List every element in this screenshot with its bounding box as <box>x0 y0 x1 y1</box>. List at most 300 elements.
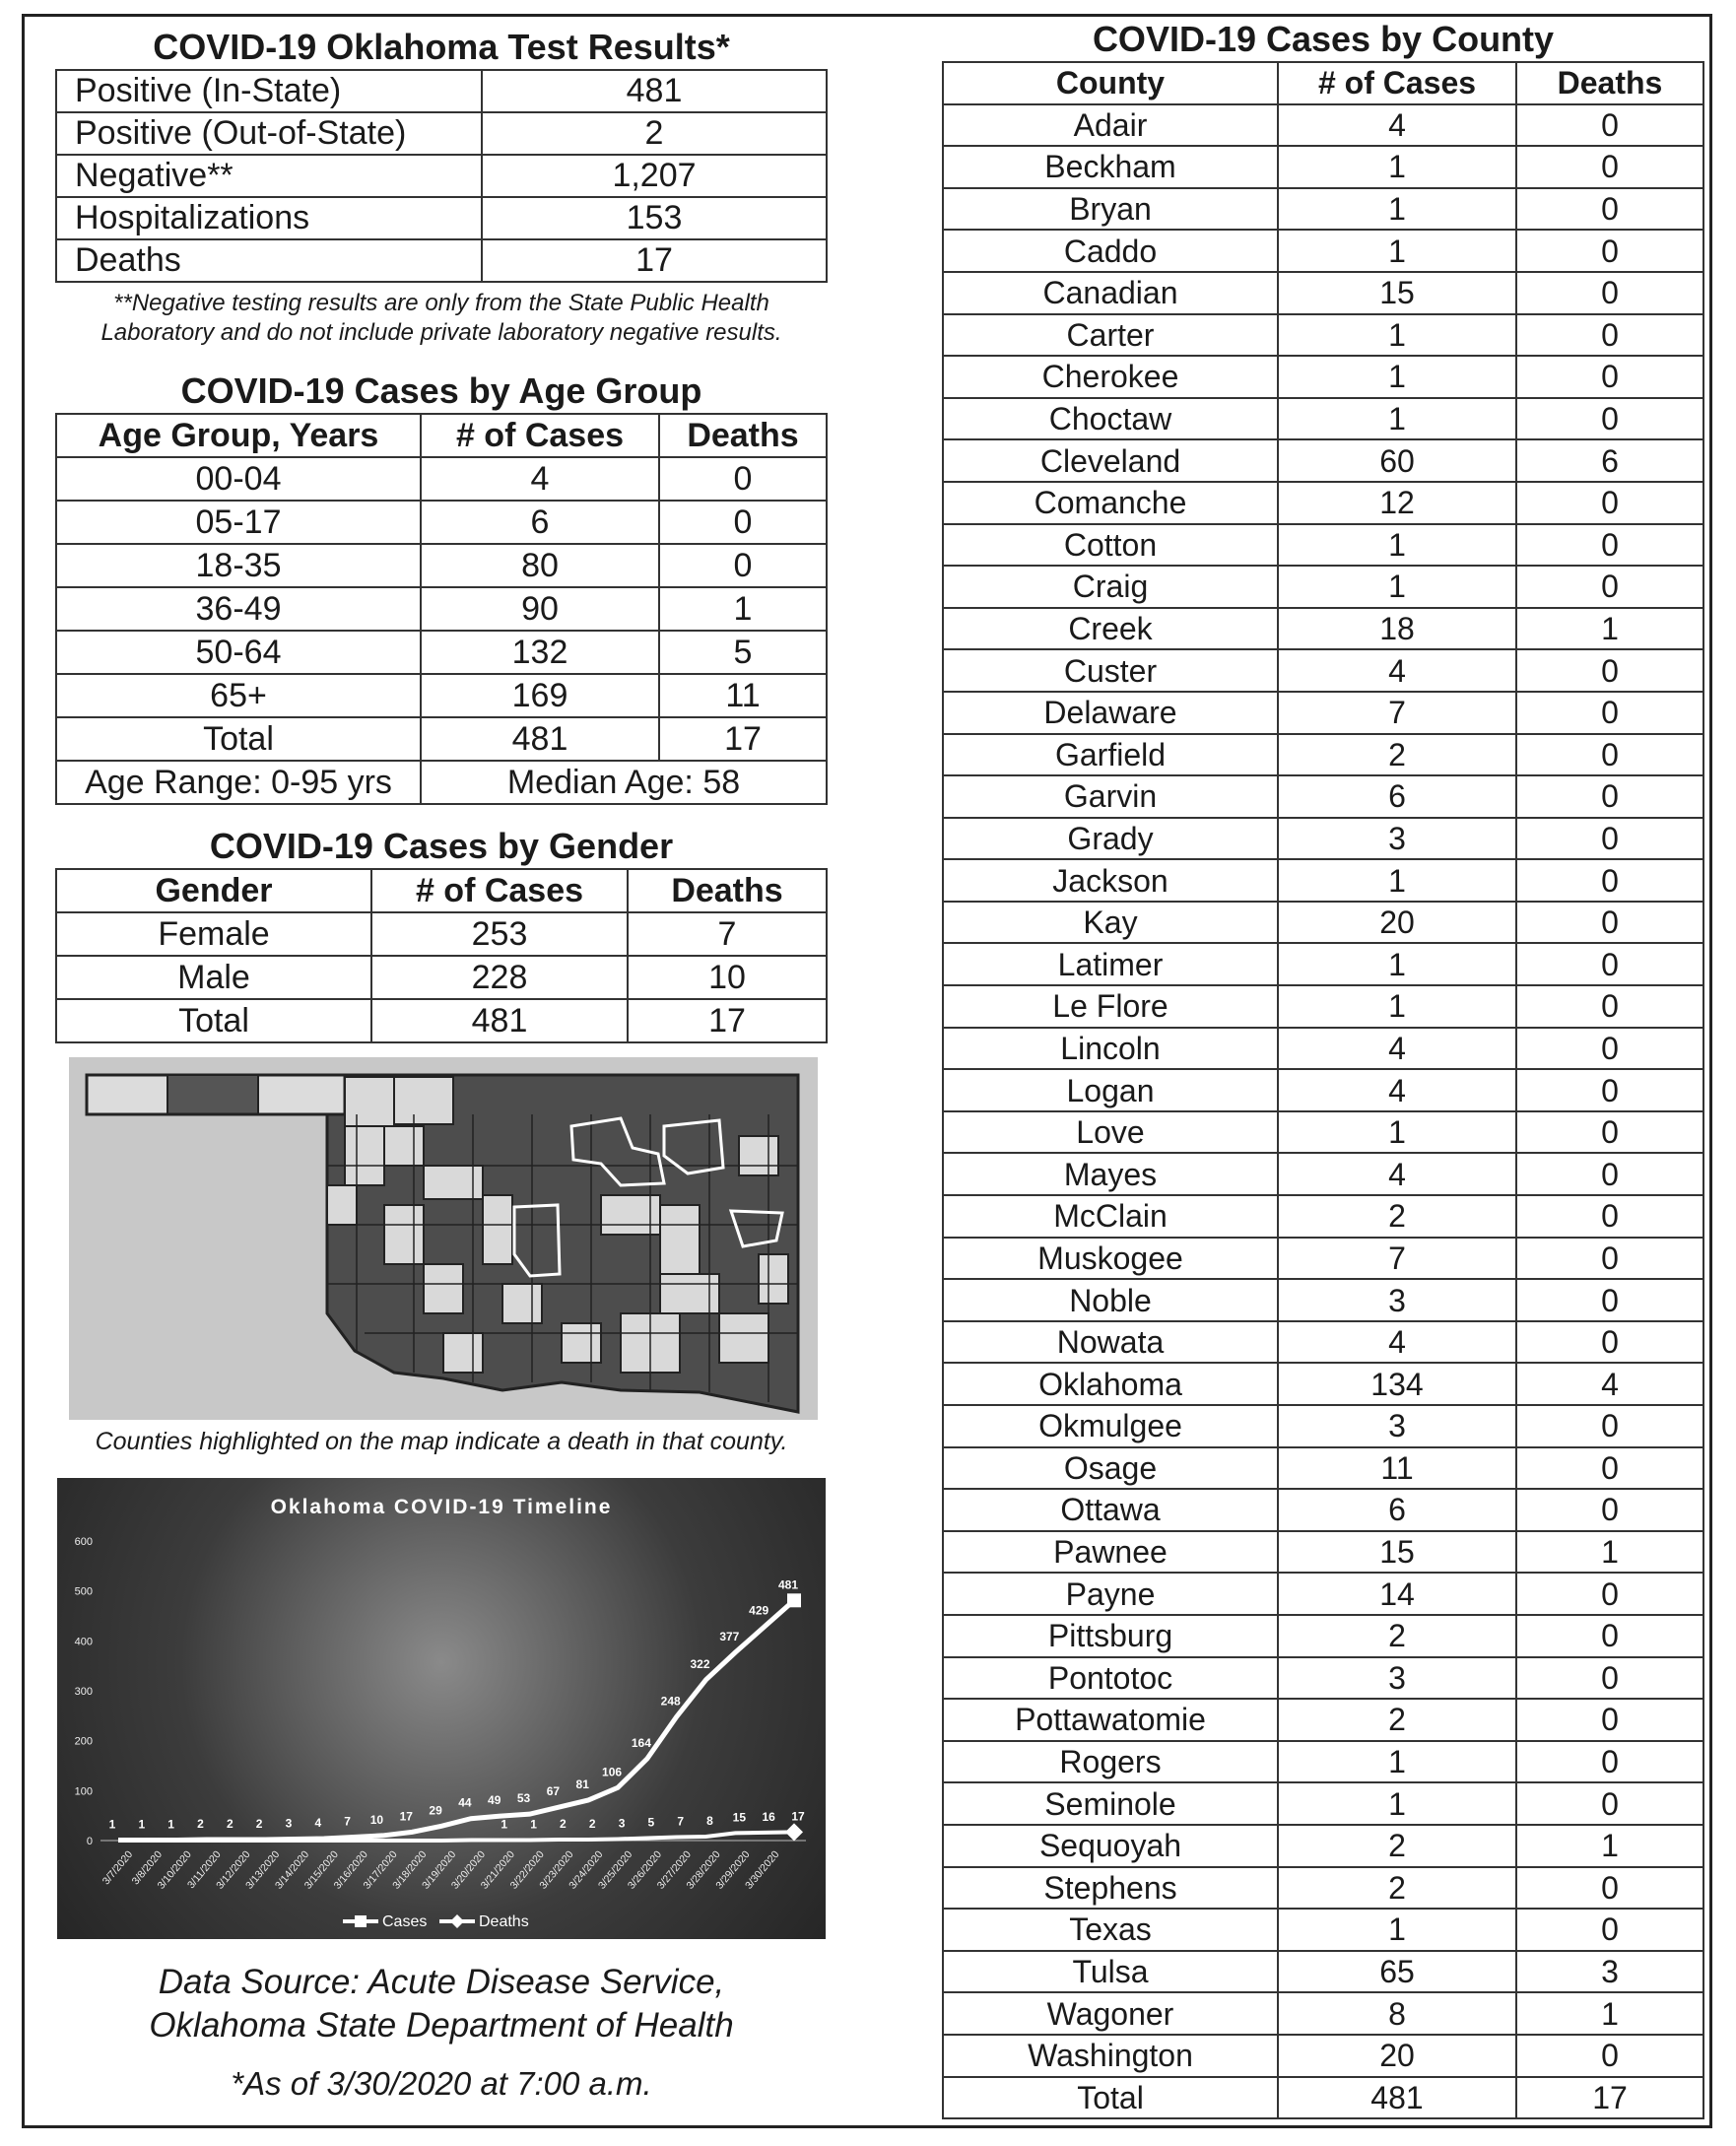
x-tick-label: 3/15/2020 <box>301 1848 341 1892</box>
county-row <box>943 1992 1703 2035</box>
county-cases-cell: 1 <box>1278 356 1516 398</box>
county-cases-cell: 7 <box>1278 692 1516 734</box>
x-tick-label: 3/28/2020 <box>684 1848 723 1892</box>
x-tick-label: 3/26/2020 <box>625 1848 665 1892</box>
county-cases-cell: 15 <box>1278 272 1516 314</box>
county-row <box>943 1699 1703 1741</box>
age-group-row <box>56 457 827 501</box>
county-cases-cell: 134 <box>1278 1363 1516 1405</box>
county-deaths-cell: 0 <box>1516 1782 1703 1825</box>
county-deaths-cell: 0 <box>1516 985 1703 1028</box>
county-cases-cell: 4 <box>1278 104 1516 147</box>
county-deaths-cell: 1 <box>1516 1531 1703 1574</box>
county-name-cell: Garvin <box>943 775 1278 818</box>
county-title: COVID-19 Cases by County <box>1092 19 1555 59</box>
county-deaths-cell: 0 <box>1516 1447 1703 1490</box>
county-cases-cell: 7 <box>1278 1238 1516 1280</box>
county-row <box>943 1825 1703 1867</box>
gender-table <box>55 868 828 1043</box>
deaths-data-label: 2 <box>588 1816 596 1831</box>
gender-cell: Total <box>56 999 371 1042</box>
county-name-cell: Oklahoma <box>943 1363 1278 1405</box>
county-cases-cell: 1 <box>1278 1741 1516 1783</box>
age-group-cell: 65+ <box>56 674 421 717</box>
cases-data-label: 1 <box>167 1817 174 1832</box>
county-deaths-cell: 0 <box>1516 104 1703 147</box>
timeline-chart <box>57 1478 826 1939</box>
county-name-cell: Craig <box>943 566 1278 608</box>
county-row <box>943 482 1703 524</box>
county-name-cell: McClain <box>943 1195 1278 1238</box>
county-row <box>943 1028 1703 1070</box>
county-name-cell: Canadian <box>943 272 1278 314</box>
county-cases-cell: 20 <box>1278 2035 1516 2077</box>
county-cases-cell: 12 <box>1278 482 1516 524</box>
deaths-data-label: 8 <box>706 1813 713 1828</box>
county-row <box>943 1111 1703 1154</box>
county-name-cell: Sequoyah <box>943 1825 1278 1867</box>
county-row <box>943 1153 1703 1195</box>
county-cases-cell: 481 <box>1278 2077 1516 2119</box>
county-deaths-cell: 0 <box>1516 775 1703 818</box>
right-column <box>942 18 1704 2119</box>
county-name-cell: Noble <box>943 1279 1278 1321</box>
legend-cases-label: Cases <box>382 1913 428 1930</box>
age-group-cell: Total <box>56 717 421 761</box>
county-name-cell: Muskogee <box>943 1238 1278 1280</box>
y-tick-label: 200 <box>74 1735 93 1748</box>
county-deaths-cell: 0 <box>1516 524 1703 567</box>
county-deaths-cell: 0 <box>1516 1489 1703 1531</box>
county-cases-cell: 20 <box>1278 902 1516 944</box>
county-name-cell: Pontotoc <box>943 1657 1278 1700</box>
gender-cases-cell: 481 <box>371 999 628 1042</box>
county-cases-cell: 3 <box>1278 1657 1516 1700</box>
cases-data-label: 10 <box>369 1812 384 1827</box>
county-deaths-cell: 0 <box>1516 649 1703 692</box>
y-tick-label: 0 <box>86 1836 93 1847</box>
deaths-data-label: 1 <box>501 1817 508 1832</box>
data-source: Data Source: Acute Disease Service, Oklahoma State Department of Health <box>149 1963 734 2045</box>
age-group-row <box>56 587 827 631</box>
age-cases-cell: 6 <box>421 501 659 544</box>
county-row <box>943 1447 1703 1490</box>
x-tick-label: 3/22/2020 <box>507 1848 547 1892</box>
county-cases-cell: 1 <box>1278 230 1516 272</box>
county-deaths-cell: 6 <box>1516 439 1703 482</box>
county-name-cell: Pawnee <box>943 1531 1278 1574</box>
gender-deaths-cell: 7 <box>628 912 827 956</box>
gender-cell: Male <box>56 956 371 999</box>
county-row <box>943 188 1703 231</box>
age-group-table <box>55 413 828 805</box>
county-name-cell: Lincoln <box>943 1028 1278 1070</box>
cases-data-label: 377 <box>719 1629 740 1643</box>
county-deaths-cell: 0 <box>1516 146 1703 188</box>
county-row <box>943 1069 1703 1111</box>
county-cases-cell: 1 <box>1278 524 1516 567</box>
gender-header-deaths: Deaths <box>628 869 827 912</box>
county-row <box>943 398 1703 440</box>
county-cases-cell: 1 <box>1278 985 1516 1028</box>
age-deaths-cell: 5 <box>659 631 827 674</box>
county-name-cell: Pottawatomie <box>943 1699 1278 1741</box>
county-name-cell: Osage <box>943 1447 1278 1490</box>
result-value: 17 <box>482 239 827 282</box>
county-row <box>943 1741 1703 1783</box>
cases-data-label: 53 <box>516 1791 531 1806</box>
county-row <box>943 1238 1703 1280</box>
cases-data-label: 1 <box>108 1817 116 1832</box>
cases-data-label: 1 <box>138 1817 146 1832</box>
cases-data-label: 7 <box>344 1814 351 1829</box>
cases-data-label: 106 <box>602 1765 623 1779</box>
county-cases-cell: 8 <box>1278 1992 1516 2035</box>
county-name-cell: Stephens <box>943 1867 1278 1910</box>
cases-data-label: 81 <box>575 1777 589 1791</box>
county-table <box>942 61 1704 2119</box>
county-deaths-cell: 3 <box>1516 1951 1703 1993</box>
county-cases-cell: 1 <box>1278 314 1516 357</box>
county-row <box>943 902 1703 944</box>
gender-row <box>56 956 827 999</box>
county-row <box>943 859 1703 902</box>
y-tick-label: 500 <box>74 1585 93 1598</box>
county-deaths-cell: 0 <box>1516 734 1703 776</box>
age-group-row <box>56 501 827 544</box>
age-group-row <box>56 674 827 717</box>
county-row <box>943 1195 1703 1238</box>
county-name-cell: Carter <box>943 314 1278 357</box>
test-results-table <box>55 69 828 283</box>
gender-deaths-cell: 10 <box>628 956 827 999</box>
county-row <box>943 2077 1703 2119</box>
county-deaths-cell: 1 <box>1516 1992 1703 2035</box>
county-deaths-cell: 0 <box>1516 818 1703 860</box>
deaths-data-label: 1 <box>530 1817 537 1832</box>
age-deaths-cell: 0 <box>659 544 827 587</box>
median-age: Median Age: 58 <box>421 761 827 804</box>
county-cases-cell: 1 <box>1278 943 1516 985</box>
county-name-cell: Nowata <box>943 1321 1278 1364</box>
county-name-cell: Wagoner <box>943 1992 1278 2035</box>
county-cases-cell: 1 <box>1278 188 1516 231</box>
cases-end-marker <box>787 1593 801 1607</box>
age-cases-cell: 481 <box>421 717 659 761</box>
gender-header-cases: # of Cases <box>371 869 628 912</box>
county-cases-cell: 18 <box>1278 608 1516 650</box>
deaths-series-line <box>118 1832 794 1841</box>
county-row <box>943 1573 1703 1615</box>
county-name-cell: Total <box>943 2077 1278 2119</box>
y-tick-label: 100 <box>74 1785 93 1798</box>
deaths-data-label: 2 <box>560 1816 567 1831</box>
county-cases-cell: 1 <box>1278 1782 1516 1825</box>
x-tick-label: 3/18/2020 <box>390 1848 430 1892</box>
county-name-cell: Bryan <box>943 188 1278 231</box>
test-result-row <box>56 197 827 239</box>
county-cases-cell: 2 <box>1278 1867 1516 1910</box>
result-label: Positive (In-State) <box>56 70 482 112</box>
county-deaths-cell: 0 <box>1516 1699 1703 1741</box>
county-deaths-cell: 0 <box>1516 943 1703 985</box>
cases-data-label: 322 <box>690 1656 710 1671</box>
age-group-title: COVID-19 Cases by Age Group <box>180 370 702 411</box>
age-header-cases: # of Cases <box>421 414 659 457</box>
county-deaths-cell: 0 <box>1516 188 1703 231</box>
county-row <box>943 608 1703 650</box>
county-row <box>943 566 1703 608</box>
x-tick-label: 3/25/2020 <box>596 1848 635 1892</box>
county-name-cell: Jackson <box>943 859 1278 902</box>
age-group-cell: 50-64 <box>56 631 421 674</box>
y-tick-label: 600 <box>74 1536 93 1548</box>
x-tick-label: 3/11/2020 <box>184 1848 224 1892</box>
county-row <box>943 272 1703 314</box>
county-row <box>943 1321 1703 1364</box>
county-name-cell: Tulsa <box>943 1951 1278 1993</box>
county-cases-cell: 1 <box>1278 859 1516 902</box>
timeline-chart-svg <box>57 1478 826 1939</box>
x-tick-label: 3/7/2020 <box>100 1848 136 1888</box>
x-tick-label: 3/17/2020 <box>361 1848 400 1892</box>
age-group-cell: 36-49 <box>56 587 421 631</box>
deaths-data-label: 3 <box>618 1816 626 1831</box>
county-deaths-cell: 0 <box>1516 902 1703 944</box>
county-deaths-cell: 0 <box>1516 398 1703 440</box>
gender-row <box>56 999 827 1042</box>
county-deaths-cell: 0 <box>1516 1069 1703 1111</box>
age-deaths-cell: 11 <box>659 674 827 717</box>
county-name-cell: Beckham <box>943 146 1278 188</box>
county-name-cell: Washington <box>943 2035 1278 2077</box>
county-deaths-cell: 0 <box>1516 230 1703 272</box>
x-tick-label: 3/13/2020 <box>243 1848 283 1892</box>
county-row <box>943 524 1703 567</box>
age-cases-cell: 4 <box>421 457 659 501</box>
x-tick-label: 3/14/2020 <box>272 1848 312 1892</box>
county-name-cell: Texas <box>943 1909 1278 1951</box>
age-header-group: Age Group, Years <box>56 414 421 457</box>
result-label: Positive (Out-of-State) <box>56 112 482 155</box>
county-cases-cell: 65 <box>1278 1951 1516 1993</box>
county-row <box>943 692 1703 734</box>
x-tick-label: 3/27/2020 <box>654 1848 694 1892</box>
county-row <box>943 775 1703 818</box>
county-name-cell: Kay <box>943 902 1278 944</box>
county-header-cases: # of Cases <box>1278 62 1516 104</box>
county-name-cell: Custer <box>943 649 1278 692</box>
cases-data-label: 17 <box>399 1809 413 1824</box>
county-name-cell: Rogers <box>943 1741 1278 1783</box>
gender-title: COVID-19 Cases by Gender <box>209 826 674 866</box>
county-name-cell: Cleveland <box>943 439 1278 482</box>
age-deaths-cell: 0 <box>659 457 827 501</box>
county-deaths-cell: 0 <box>1516 482 1703 524</box>
county-deaths-cell: 0 <box>1516 1405 1703 1447</box>
x-tick-label: 3/16/2020 <box>331 1848 370 1892</box>
legend-deaths-marker <box>450 1914 464 1928</box>
county-cases-cell: 4 <box>1278 1153 1516 1195</box>
county-cases-cell: 2 <box>1278 734 1516 776</box>
county-deaths-cell: 0 <box>1516 566 1703 608</box>
legend-cases-marker <box>355 1915 367 1927</box>
x-tick-label: 3/20/2020 <box>448 1848 489 1892</box>
county-row <box>943 230 1703 272</box>
county-cases-cell: 1 <box>1278 1909 1516 1951</box>
gender-cell: Female <box>56 912 371 956</box>
cases-data-label: 3 <box>285 1816 293 1831</box>
county-deaths-cell: 0 <box>1516 1321 1703 1364</box>
county-row <box>943 1909 1703 1951</box>
test-result-row <box>56 112 827 155</box>
cases-data-label: 44 <box>458 1795 472 1810</box>
x-tick-label: 3/19/2020 <box>420 1848 459 1892</box>
county-name-cell: Adair <box>943 104 1278 147</box>
cases-data-label: 4 <box>314 1815 322 1830</box>
gender-cases-cell: 228 <box>371 956 628 999</box>
county-deaths-cell: 0 <box>1516 1573 1703 1615</box>
county-cases-cell: 3 <box>1278 1405 1516 1447</box>
x-tick-label: 3/29/2020 <box>713 1848 753 1892</box>
test-result-row <box>56 70 827 112</box>
county-name-cell: Delaware <box>943 692 1278 734</box>
age-cases-cell: 169 <box>421 674 659 717</box>
x-tick-label: 3/30/2020 <box>743 1848 782 1892</box>
county-deaths-cell: 0 <box>1516 859 1703 902</box>
county-row <box>943 1531 1703 1574</box>
county-deaths-cell: 0 <box>1516 1111 1703 1154</box>
county-name-cell: Garfield <box>943 734 1278 776</box>
gender-deaths-cell: 17 <box>628 999 827 1042</box>
county-cases-cell: 4 <box>1278 649 1516 692</box>
county-deaths-cell: 0 <box>1516 1909 1703 1951</box>
county-row <box>943 146 1703 188</box>
gender-cases-cell: 253 <box>371 912 628 956</box>
cases-data-label: 2 <box>197 1816 204 1831</box>
county-name-cell: Mayes <box>943 1153 1278 1195</box>
county-deaths-cell: 1 <box>1516 608 1703 650</box>
county-deaths-cell: 0 <box>1516 1741 1703 1783</box>
cases-data-label: 2 <box>255 1816 263 1831</box>
county-name-cell: Latimer <box>943 943 1278 985</box>
deaths-end-marker <box>785 1823 803 1841</box>
county-cases-cell: 2 <box>1278 1615 1516 1657</box>
cases-series-line <box>118 1600 794 1840</box>
county-row <box>943 1951 1703 1993</box>
deaths-data-label: 16 <box>762 1809 775 1824</box>
county-row <box>943 1279 1703 1321</box>
age-group-cell: 05-17 <box>56 501 421 544</box>
map-graphic <box>69 1057 818 1420</box>
x-tick-label: 3/24/2020 <box>567 1848 606 1892</box>
county-header-county: County <box>943 62 1278 104</box>
cases-data-label: 248 <box>660 1694 681 1709</box>
county-cases-cell: 1 <box>1278 1111 1516 1154</box>
age-header-deaths: Deaths <box>659 414 827 457</box>
county-deaths-cell: 0 <box>1516 1238 1703 1280</box>
county-cases-cell: 4 <box>1278 1069 1516 1111</box>
county-row <box>943 734 1703 776</box>
deaths-data-label: 17 <box>791 1809 805 1824</box>
county-name-cell: Ottawa <box>943 1489 1278 1531</box>
county-row <box>943 943 1703 985</box>
deaths-data-label: 5 <box>647 1815 655 1830</box>
county-name-cell: Pittsburg <box>943 1615 1278 1657</box>
county-row <box>943 1657 1703 1700</box>
county-row <box>943 356 1703 398</box>
county-deaths-cell: 0 <box>1516 1153 1703 1195</box>
county-row <box>943 1405 1703 1447</box>
county-header-deaths: Deaths <box>1516 62 1703 104</box>
cases-data-label: 29 <box>429 1803 442 1818</box>
result-label: Hospitalizations <box>56 197 482 239</box>
county-name-cell: Logan <box>943 1069 1278 1111</box>
county-cases-cell: 60 <box>1278 439 1516 482</box>
y-tick-label: 400 <box>74 1636 93 1648</box>
county-cases-cell: 11 <box>1278 1447 1516 1490</box>
x-tick-label: 3/21/2020 <box>478 1848 517 1892</box>
county-deaths-cell: 0 <box>1516 1867 1703 1910</box>
county-name-cell: Choctaw <box>943 398 1278 440</box>
county-deaths-cell: 0 <box>1516 2035 1703 2077</box>
as-of-date: *As of 3/30/2020 at 7:00 a.m. <box>231 2065 652 2102</box>
result-value: 2 <box>482 112 827 155</box>
county-cases-cell: 14 <box>1278 1573 1516 1615</box>
test-result-row <box>56 239 827 282</box>
x-tick-label: 3/23/2020 <box>537 1848 576 1892</box>
county-cases-cell: 2 <box>1278 1825 1516 1867</box>
county-row <box>943 985 1703 1028</box>
county-cases-cell: 6 <box>1278 775 1516 818</box>
age-deaths-cell: 17 <box>659 717 827 761</box>
county-cases-cell: 4 <box>1278 1321 1516 1364</box>
county-row <box>943 1489 1703 1531</box>
county-cases-cell: 3 <box>1278 818 1516 860</box>
deaths-data-label: 15 <box>732 1810 747 1825</box>
county-name-cell: Cherokee <box>943 356 1278 398</box>
oklahoma-county-map <box>69 1057 818 1420</box>
county-name-cell: Okmulgee <box>943 1405 1278 1447</box>
county-deaths-cell: 0 <box>1516 314 1703 357</box>
county-deaths-cell: 4 <box>1516 1363 1703 1405</box>
county-deaths-cell: 0 <box>1516 692 1703 734</box>
county-row <box>943 104 1703 147</box>
age-cases-cell: 80 <box>421 544 659 587</box>
county-row <box>943 314 1703 357</box>
county-deaths-cell: 1 <box>1516 1825 1703 1867</box>
county-name-cell: Payne <box>943 1573 1278 1615</box>
result-value: 1,207 <box>482 155 827 197</box>
y-tick-label: 300 <box>74 1686 93 1698</box>
age-cases-cell: 90 <box>421 587 659 631</box>
county-cases-cell: 6 <box>1278 1489 1516 1531</box>
x-tick-label: 3/10/2020 <box>155 1848 194 1892</box>
county-name-cell: Caddo <box>943 230 1278 272</box>
county-deaths-cell: 0 <box>1516 1657 1703 1700</box>
county-row <box>943 818 1703 860</box>
county-row <box>943 1363 1703 1405</box>
cases-data-label: 67 <box>546 1784 561 1799</box>
result-value: 153 <box>482 197 827 239</box>
county-row <box>943 1782 1703 1825</box>
legend-deaths-label: Deaths <box>479 1913 529 1930</box>
county-deaths-cell: 0 <box>1516 1195 1703 1238</box>
county-cases-cell: 1 <box>1278 146 1516 188</box>
age-group-cell: 18-35 <box>56 544 421 587</box>
county-name-cell: Love <box>943 1111 1278 1154</box>
left-column <box>55 26 828 2103</box>
